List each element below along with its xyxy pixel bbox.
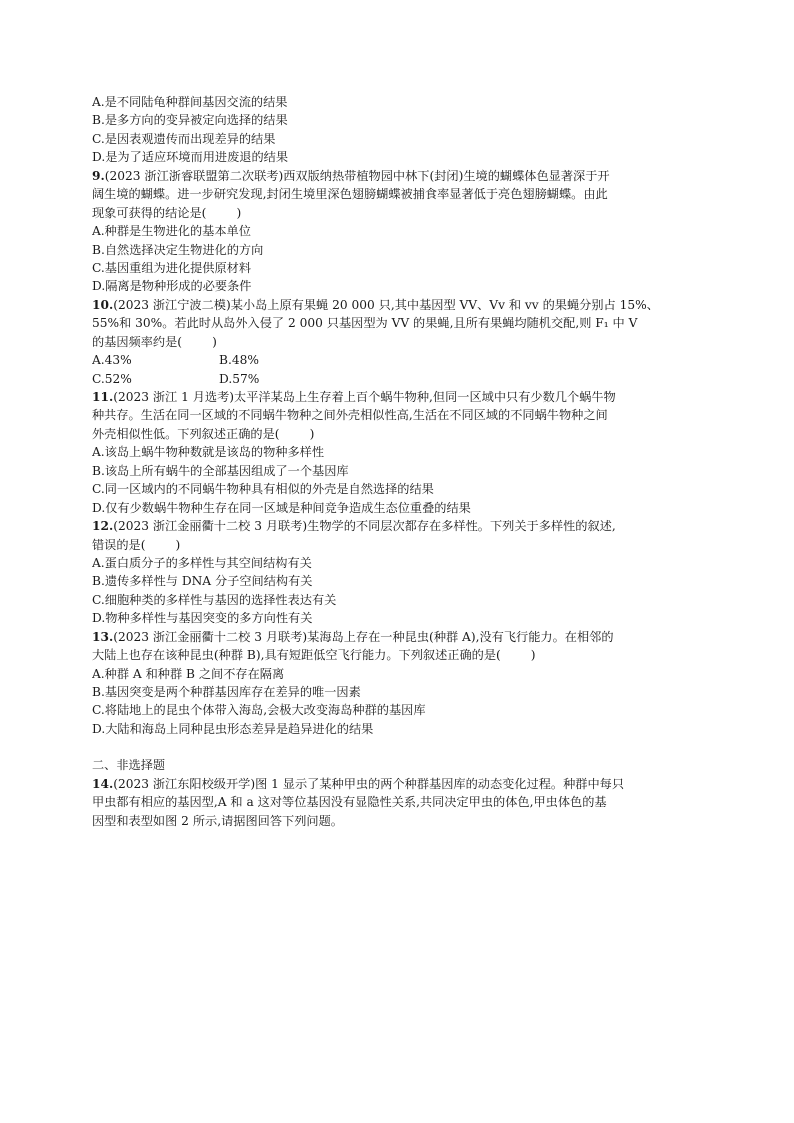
question-stem-line: 55%和 30%。若此时从岛外入侵了 2 000 只基因型为 VV 的果蝇,且所有果蝇均随机交配,则 F₁ 中 V	[92, 316, 638, 331]
section-spacer	[92, 738, 712, 756]
option-b: B.该岛上所有蜗牛的全部基因组成了一个基因库	[92, 463, 349, 478]
exam-page	[92, 93, 712, 830]
option-b: B.基因突变是两个种群基因库存在差异的唯一因素	[92, 685, 361, 699]
option-c: C.基因重组为进化提供原材料	[92, 260, 252, 275]
answer-paren-close: )	[175, 537, 181, 552]
question-stem-line: 种共存。生活在同一区域的不同蜗牛物种之间外壳相似性高,生活在不同区域的不同蜗牛物种之间	[92, 408, 608, 423]
question-stem-line: 的基因频率约是(	[92, 334, 183, 349]
question-number: 13.	[92, 629, 114, 644]
question-stem-line: (2023 浙江金丽衢十二校 3 月联考)某海岛上存在一种昆虫(种群 A),没有飞行能力。在相邻的	[113, 629, 614, 644]
option-d: D.物种多样性与基因突变的多方向性有关	[92, 611, 313, 626]
question-stem-line: 外壳相似性低。下列叙述正确的是(	[92, 426, 280, 441]
question-stem-line: 大陆上也存在该种昆虫(种群 B),具有短距低空飞行能力。下列叙述正确的是(	[92, 648, 501, 663]
question-stem-line: (2023 浙江金丽衢十二校 3 月联考)生物学的不同层次都存在多样性。下列关于多样性的叙述,	[113, 519, 616, 534]
question-stem-line: (2023 浙江 1 月选考)太平洋某岛上生存着上百个蜗牛物种,但同一区域中只有少数几个蜗牛物	[113, 390, 616, 404]
answer-paren-close: )	[309, 426, 315, 441]
option-d: D.57%	[219, 371, 260, 386]
question-number: 14.	[92, 776, 114, 791]
question-stem-line: 甲虫都有相应的基因型,A 和 a 这对等位基因没有显隐性关系,共同决定甲虫的体色,甲虫体色的基	[92, 795, 607, 810]
option-d: D.是为了适应环境而用进废退的结果	[92, 150, 289, 165]
question-14	[92, 775, 712, 830]
option-a: A.种群是生物进化的基本单位	[92, 224, 251, 239]
option-b: B.48%	[219, 353, 259, 368]
question-stem-line: (2023 浙江宁波二模)某小岛上原有果蝇 20 000 只,其中基因型 VV、Vv 和 vv 的果蝇分别占 15%、	[113, 297, 659, 312]
option-c: C.是因表观遗传而出现差异的结果	[92, 131, 276, 146]
question-number: 9.	[92, 168, 105, 183]
option-a: A.该岛上蜗牛物种数就是该岛的物种多样性	[92, 445, 325, 460]
option-b: B.是多方向的变异被定向选择的结果	[92, 113, 288, 128]
question-stem-line: 现象可获得的结论是(	[92, 205, 207, 220]
option-a: A.种群 A 和种群 B 之间不存在隔离	[92, 666, 285, 681]
question-13	[92, 628, 712, 739]
answer-paren-close: )	[212, 334, 217, 349]
answer-paren-close: )	[236, 205, 242, 220]
option-c: C.将陆地上的昆虫个体带入海岛,会极大改变海岛种群的基因库	[92, 703, 426, 718]
question-10	[92, 296, 712, 388]
option-b: B.遗传多样性与 DNA 分子空间结构有关	[92, 574, 313, 589]
section-title: 二、非选择题	[92, 758, 166, 773]
question-8-options	[92, 93, 712, 167]
question-stem-line: (2023 浙江东阳校级开学)图 1 显示了某种甲虫的两个种群基因库的动态变化过程。种群中每只	[113, 776, 625, 791]
answer-paren-close: )	[530, 648, 536, 663]
option-d: D.隔离是物种形成的必要条件	[92, 279, 252, 294]
option-d: D.大陆和海岛上同种昆虫形态差异是趋异进化的结果	[92, 721, 374, 736]
question-number: 12.	[92, 519, 114, 534]
option-a: A.蛋白质分子的多样性与其空间结构有关	[92, 555, 312, 570]
option-a: A.43%	[92, 353, 132, 368]
question-stem-line: 阔生境的蝴蝶。进一步研究发现,封闭生境里深色翅膀蝴蝶被捕食率显著低于亮色翅膀蝴蝶。由此	[92, 187, 608, 202]
question-stem-line: (2023 浙江浙睿联盟第二次联考)西双版纳热带植物园中林下(封闭)生境的蝴蝶体色显著深于开	[104, 168, 610, 183]
question-stem-line: 错误的是(	[92, 537, 146, 552]
question-number: 10.	[92, 297, 114, 312]
option-a: A.是不同陆龟种群间基因交流的结果	[92, 95, 288, 109]
option-c: C.细胞种类的多样性与基因的选择性表达有关	[92, 592, 337, 607]
question-9	[92, 167, 712, 296]
option-c: C.同一区域内的不同蜗牛物种具有相似的外壳是自然选择的结果	[92, 482, 434, 497]
question-11	[92, 388, 712, 517]
question-stem-line: 因型和表型如图 2 所示,请据图回答下列问题。	[92, 813, 343, 828]
option-c: C.52%	[92, 371, 132, 386]
question-12	[92, 517, 712, 628]
question-number: 11.	[92, 390, 114, 404]
option-b: B.自然选择决定生物进化的方向	[92, 242, 264, 257]
option-d: D.仅有少数蜗牛物种生存在同一区域是种间竞争造成生态位重叠的结果	[92, 500, 471, 515]
